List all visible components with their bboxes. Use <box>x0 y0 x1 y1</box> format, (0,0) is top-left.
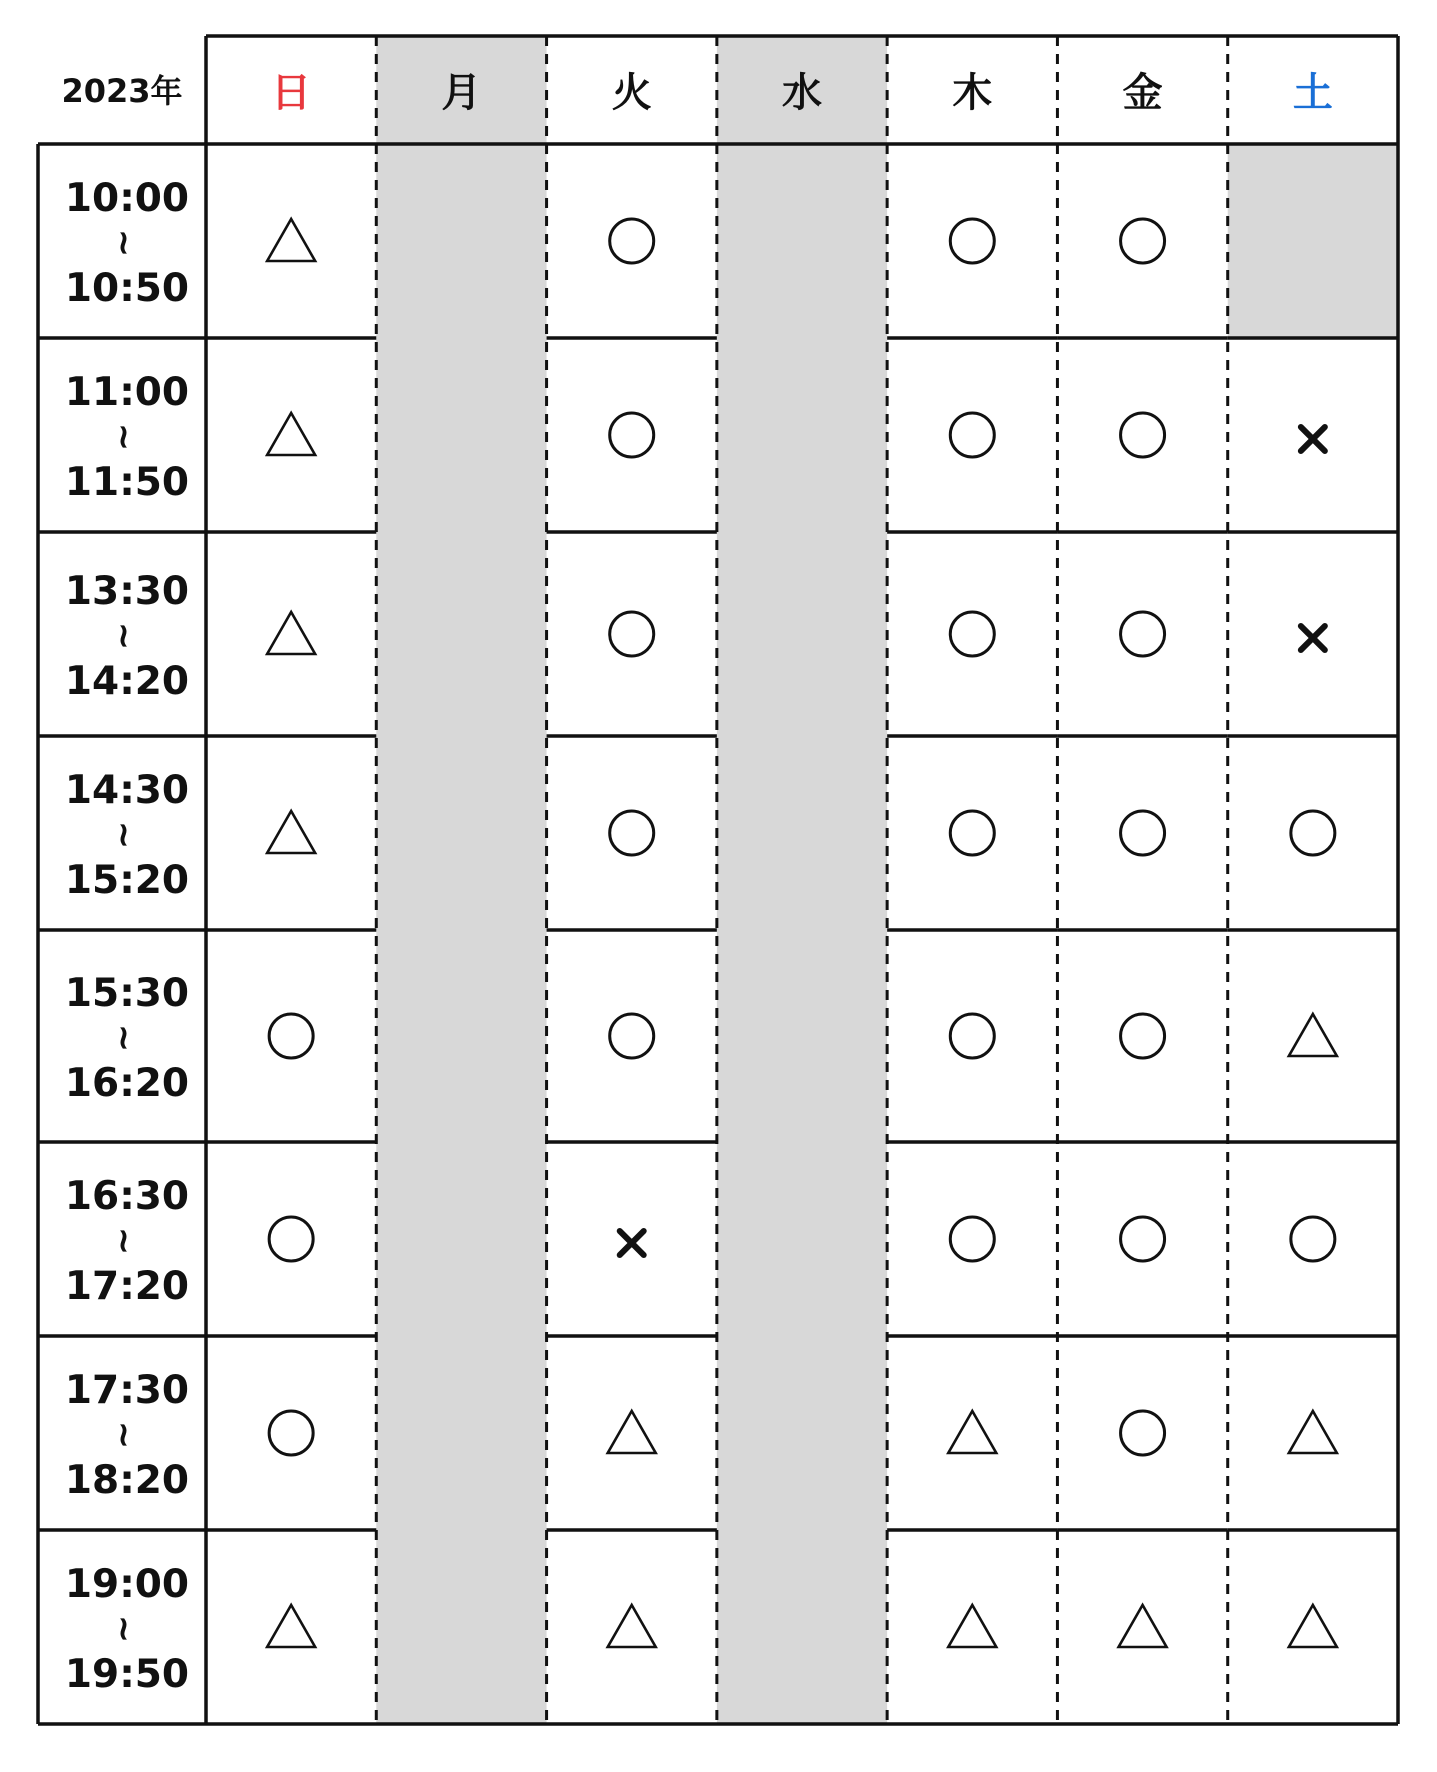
slot-separator: ~ <box>104 1023 144 1053</box>
slot-end-time: 15:20 <box>64 858 190 903</box>
slot-end-time: 18:20 <box>64 1458 190 1503</box>
slot-start-time: 11:00 <box>64 370 190 415</box>
few-left-triangle-icon <box>267 811 315 853</box>
few-left-triangle-icon <box>1289 1605 1337 1647</box>
full-cross-icon <box>620 1231 644 1255</box>
day-header-2: 火 <box>611 70 652 116</box>
slot-start-time: 15:30 <box>64 971 190 1016</box>
slot-start-time: 16:30 <box>64 1174 190 1219</box>
available-circle-icon <box>1121 219 1165 263</box>
slot-start-time: 14:30 <box>64 768 190 813</box>
available-circle-icon <box>610 811 654 855</box>
slot-end-time: 10:50 <box>64 266 190 311</box>
full-cross-icon <box>1301 427 1325 451</box>
available-circle-icon <box>269 1411 313 1455</box>
available-circle-icon <box>1121 811 1165 855</box>
slot-end-time: 17:20 <box>64 1264 190 1309</box>
slot-end-time: 19:50 <box>64 1652 190 1697</box>
few-left-triangle-icon <box>267 1605 315 1647</box>
few-left-triangle-icon <box>1289 1411 1337 1453</box>
closed-column-1 <box>376 36 546 1724</box>
available-circle-icon <box>1291 811 1335 855</box>
day-header-3: 水 <box>781 70 822 116</box>
few-left-triangle-icon <box>948 1411 996 1453</box>
slot-end-time: 16:20 <box>64 1061 190 1106</box>
available-circle-icon <box>950 1217 994 1261</box>
day-header-1: 月 <box>441 70 482 116</box>
year-label: 2023年 <box>61 72 183 110</box>
day-header-4: 木 <box>952 70 993 116</box>
few-left-triangle-icon <box>608 1411 656 1453</box>
slot-start-time: 19:00 <box>64 1562 190 1607</box>
few-left-triangle-icon <box>267 219 315 261</box>
day-header-5: 金 <box>1122 70 1163 116</box>
few-left-triangle-icon <box>267 612 315 654</box>
available-circle-icon <box>1121 413 1165 457</box>
slot-start-time: 10:00 <box>64 176 190 221</box>
available-circle-icon <box>1121 1014 1165 1058</box>
available-circle-icon <box>610 413 654 457</box>
slot-start-time: 13:30 <box>64 569 190 614</box>
slot-separator: ~ <box>104 820 144 850</box>
available-circle-icon <box>950 219 994 263</box>
available-circle-icon <box>950 413 994 457</box>
available-circle-icon <box>269 1217 313 1261</box>
slot-separator: ~ <box>104 1420 144 1450</box>
available-circle-icon <box>950 1014 994 1058</box>
full-cross-icon <box>1301 626 1325 650</box>
slot-separator: ~ <box>104 422 144 452</box>
available-circle-icon <box>1121 612 1165 656</box>
slot-start-time: 17:30 <box>64 1368 190 1413</box>
available-circle-icon <box>950 612 994 656</box>
available-circle-icon <box>1121 1217 1165 1261</box>
closed-column-3 <box>717 36 887 1724</box>
few-left-triangle-icon <box>267 413 315 455</box>
closed-cell <box>1228 144 1398 338</box>
available-circle-icon <box>610 219 654 263</box>
available-circle-icon <box>1291 1217 1335 1261</box>
available-circle-icon <box>1121 1411 1165 1455</box>
slot-separator: ~ <box>104 1226 144 1256</box>
day-header-0: 日 <box>271 70 312 116</box>
slot-separator: ~ <box>104 1614 144 1644</box>
few-left-triangle-icon <box>948 1605 996 1647</box>
slot-end-time: 11:50 <box>64 460 190 505</box>
few-left-triangle-icon <box>1119 1605 1167 1647</box>
day-header-6: 土 <box>1292 70 1333 116</box>
available-circle-icon <box>950 811 994 855</box>
slot-end-time: 14:20 <box>64 659 190 704</box>
slot-separator: ~ <box>104 621 144 651</box>
available-circle-icon <box>269 1014 313 1058</box>
available-circle-icon <box>610 612 654 656</box>
slot-separator: ~ <box>104 228 144 258</box>
available-circle-icon <box>610 1014 654 1058</box>
few-left-triangle-icon <box>1289 1014 1337 1056</box>
few-left-triangle-icon <box>608 1605 656 1647</box>
